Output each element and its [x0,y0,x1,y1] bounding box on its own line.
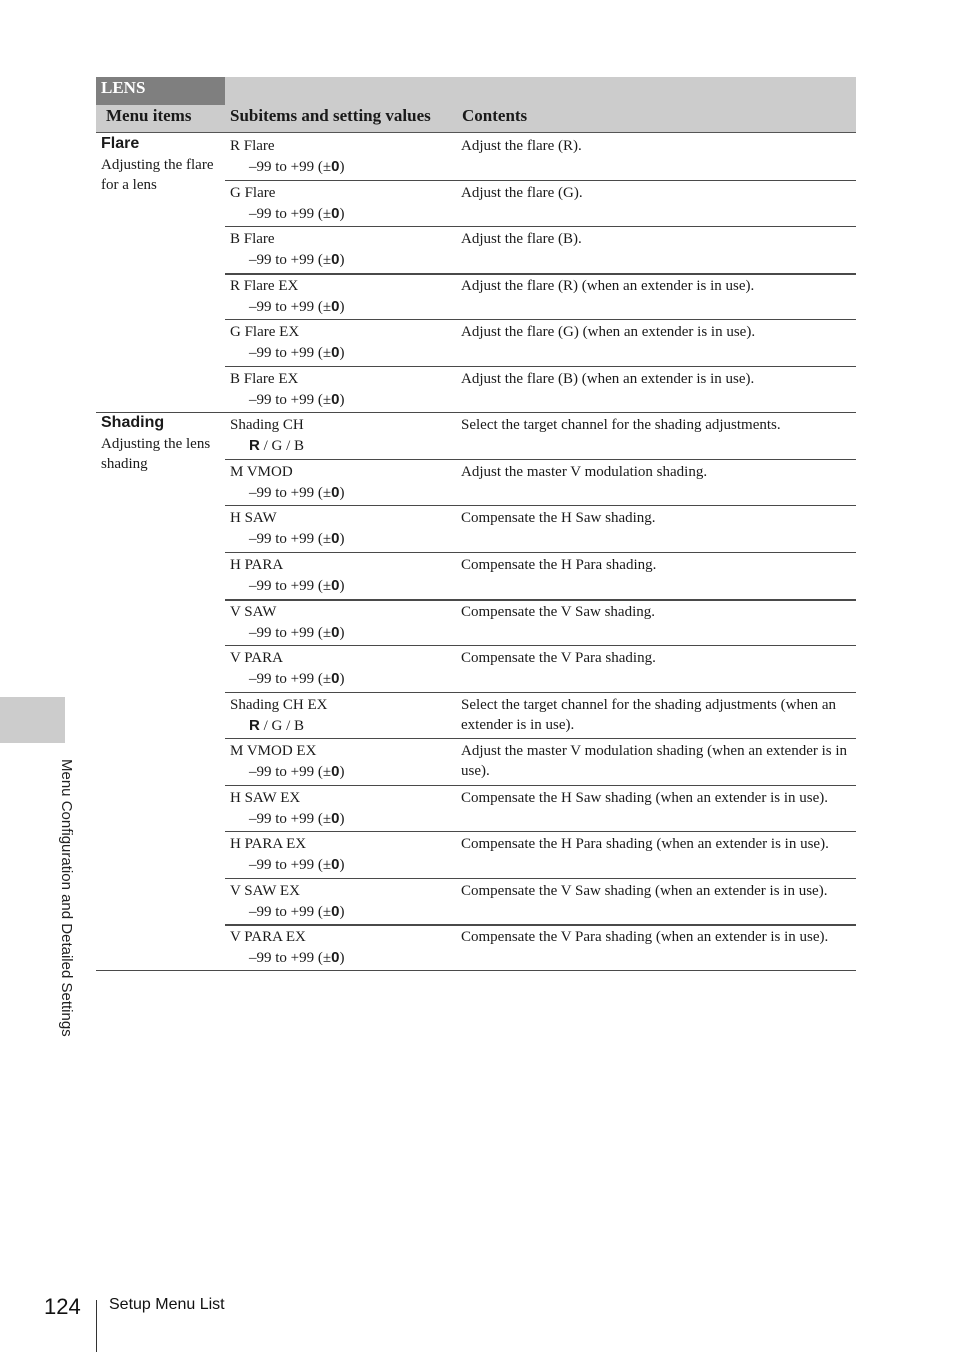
setting-range: –99 to +99 (± [249,485,332,501]
setting-suffix: ) [339,252,345,268]
table-row [225,366,856,413]
row-contents: Adjust the flare (R) (when an extender is in use). [461,278,755,294]
setting-range: –99 to +99 (± [249,252,332,268]
row-divider [225,738,856,739]
setting-range: –99 to +99 (± [249,159,332,175]
subitem-name: H PARA EX [230,836,307,852]
row-contents: Select the target channel for the shading adjustments. [461,417,781,433]
row-divider [225,180,856,181]
setting-default: 0 [331,298,340,315]
row-contents: Adjust the flare (G) (when an extender is in use). [461,324,756,340]
subitem-name: H PARA [230,557,284,573]
row-divider [225,831,856,832]
setting-default: 0 [331,391,340,408]
row-contents: Compensate the H Para shading. [461,557,657,573]
setting-range: –99 to +99 (± [249,578,332,594]
footer-title: Setup Menu List [109,1296,225,1313]
setting-default: 0 [331,484,340,501]
column-header-subitems: Subitems and setting values [230,106,431,125]
table-row [225,412,856,459]
setting-range: –99 to +99 (± [249,299,332,315]
row-contents: Adjust the master V modulation shading (when an extender is in use). [461,743,848,779]
table-row [225,552,856,599]
setting-suffix: / G / B [259,438,305,454]
setting-suffix: ) [339,299,345,315]
subitem-name: R Flare [230,138,275,154]
subitem-name: Shading CH EX [230,697,328,713]
subitem-setting-value [249,157,344,177]
setting-suffix: ) [339,811,345,827]
row-divider [225,366,856,367]
row-divider [225,505,856,506]
setting-default: 0 [331,158,340,175]
row-contents: Select the target channel for the shading adjustments (when an extender is in use). [461,697,837,733]
setting-suffix: ) [339,857,345,873]
row-divider [225,226,856,227]
subitem-setting-value [249,669,344,689]
setting-range: –99 to +99 (± [249,671,332,687]
subitem-name: H SAW EX [230,790,301,806]
section-tab: LENS [96,77,225,105]
setting-default: 0 [331,903,340,920]
row-contents: Compensate the V Para shading. [461,650,656,666]
subitem-setting-value [249,855,344,875]
setting-range: –99 to +99 (± [249,531,332,547]
row-contents: Adjust the flare (B) (when an extender is in use). [461,371,755,387]
setting-default: 0 [331,530,340,547]
row-contents: Adjust the flare (B). [461,231,582,247]
setting-suffix: ) [339,531,345,547]
column-header-contents: Contents [462,106,528,125]
table-bottom-divider [96,970,856,971]
setting-suffix: ) [339,159,345,175]
subitem-setting-value [249,297,344,317]
setting-default: 0 [331,670,340,687]
subitem-name: B Flare EX [230,371,299,387]
row-contents: Compensate the V Saw shading. [461,604,656,620]
table-row [225,133,856,180]
setting-range: –99 to +99 (± [249,625,332,641]
setting-default: 0 [331,624,340,641]
setting-suffix: ) [339,671,345,687]
subitem-setting-value [249,809,344,829]
row-contents: Compensate the H Saw shading (when an extender is in use). [461,790,828,806]
setting-range: –99 to +99 (± [249,392,332,408]
subitem-name: G Flare EX [230,324,300,340]
setting-suffix: ) [339,392,345,408]
table-row [225,924,856,971]
row-divider [225,878,856,879]
row-contents: Adjust the flare (G). [461,185,583,201]
table-row [225,785,856,832]
row-contents: Compensate the V Saw shading (when an extender is in use). [461,883,828,899]
subitem-setting-value [249,948,344,968]
menu-item-title: Shading [101,414,165,431]
table-row [225,459,856,506]
subitem-name: G Flare [230,185,276,201]
subitem-setting-value [249,762,344,782]
table-row [225,738,856,785]
subitem-name: V SAW [230,604,277,620]
setting-suffix: ) [339,950,345,966]
row-divider [225,599,856,601]
setting-suffix: ) [339,625,345,641]
row-divider [225,785,856,786]
subitem-name: V PARA [230,650,283,666]
subitem-name: M VMOD EX [230,743,317,759]
table-row [225,831,856,878]
column-header-menu-items: Menu items [106,106,192,125]
setting-default: 0 [331,205,340,222]
setting-range: –99 to +99 (± [249,764,332,780]
menu-item-title: Flare [101,135,140,152]
subitem-name: H SAW [230,510,277,526]
setting-suffix: ) [339,345,345,361]
row-divider [225,552,856,553]
row-divider [225,273,856,275]
menu-item-description: Adjusting the flare for a lens [101,157,214,193]
row-divider [225,319,856,320]
subitem-setting-value [249,716,304,736]
row-contents: Compensate the H Saw shading. [461,510,656,526]
row-divider [225,924,856,926]
subitem-setting-value [249,902,344,922]
subitem-setting-value [249,529,344,549]
setting-range: –99 to +99 (± [249,904,332,920]
table-row [225,878,856,925]
subitem-name: R Flare EX [230,278,299,294]
row-contents: Adjust the master V modulation shading. [461,464,708,480]
side-tab [0,697,65,743]
subitem-name: V SAW EX [230,883,300,899]
setting-default: 0 [331,344,340,361]
row-divider [225,459,856,460]
setting-suffix: ) [339,206,345,222]
subitem-setting-value [249,623,344,643]
table-row [225,226,856,273]
row-contents: Adjust the flare (R). [461,138,582,154]
table-row [225,645,856,692]
setting-range: –99 to +99 (± [249,206,332,222]
row-divider [225,645,856,646]
subitem-name: V PARA EX [230,929,306,945]
table-row [225,505,856,552]
menu-item-description: Adjusting the lens shading [101,436,211,472]
subitem-setting-value [249,343,344,363]
setting-suffix: ) [339,578,345,594]
side-chapter-label: Menu Configuration and Detailed Settings [58,759,75,1037]
subitem-setting-value [249,436,304,456]
setting-suffix: / G / B [259,718,305,734]
subitem-name: M VMOD [230,464,293,480]
table-row [225,180,856,227]
setting-default: 0 [331,251,340,268]
footer-divider [96,1300,97,1352]
setting-default: R [249,717,260,734]
setting-default: R [249,437,260,454]
setting-range: –99 to +99 (± [249,950,332,966]
table-row [225,692,856,739]
table-row [225,599,856,646]
subitem-setting-value [249,250,344,270]
setting-default: 0 [331,949,340,966]
row-contents: Compensate the V Para shading (when an extender is in use). [461,929,829,945]
subitem-setting-value [249,483,344,503]
setting-default: 0 [331,577,340,594]
setting-range: –99 to +99 (± [249,857,332,873]
subitem-setting-value [249,576,344,596]
setting-range: –99 to +99 (± [249,345,332,361]
setting-default: 0 [331,856,340,873]
subitem-setting-value [249,390,344,410]
setting-suffix: ) [339,485,345,501]
subitem-name: B Flare [230,231,275,247]
setting-default: 0 [331,763,340,780]
table-row [225,319,856,366]
row-divider [225,692,856,693]
row-contents: Compensate the H Para shading (when an extender is in use). [461,836,829,852]
subitem-name: Shading CH [230,417,304,433]
page-number: 124 [44,1294,81,1319]
setting-suffix: ) [339,764,345,780]
setting-suffix: ) [339,904,345,920]
setting-default: 0 [331,810,340,827]
subitem-setting-value [249,204,344,224]
table-row [225,273,856,320]
setting-range: –99 to +99 (± [249,811,332,827]
